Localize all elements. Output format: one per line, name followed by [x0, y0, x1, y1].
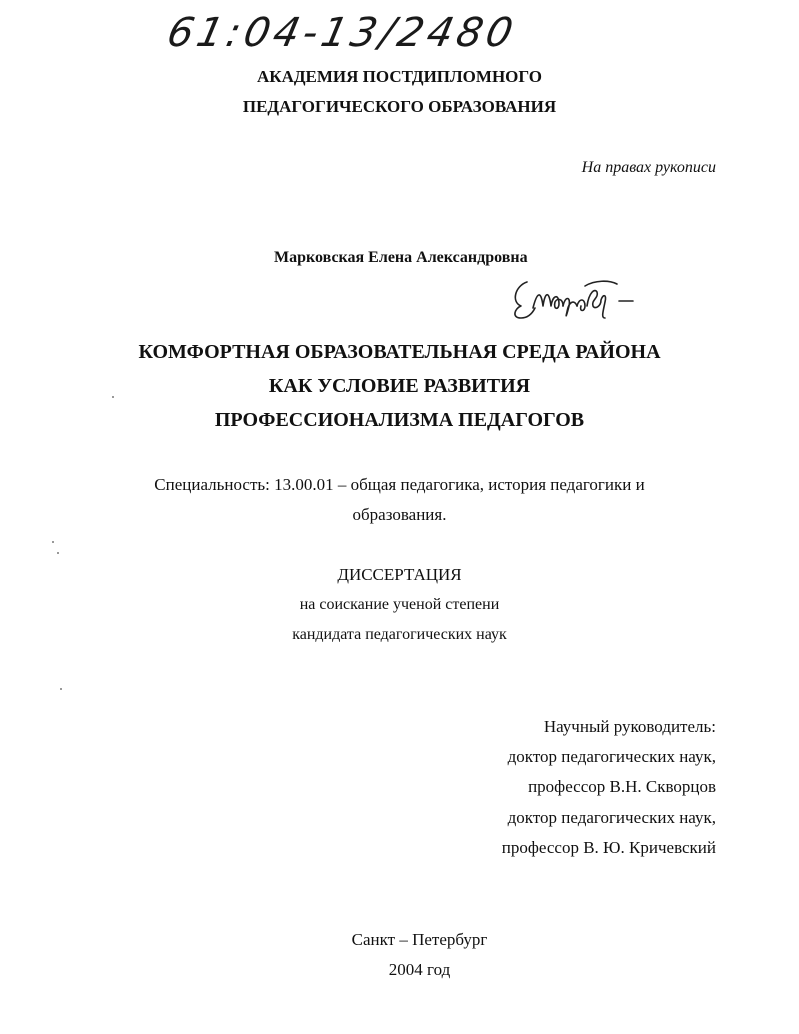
supervisor-heading: Научный руководитель:	[543, 717, 716, 736]
supervisor-line-1: доктор педагогических наук,	[507, 747, 716, 766]
manuscript-note: На правах рукописи	[581, 159, 716, 176]
institution-line-2: ПЕДАГОГИЧЕСКОГО ОБРАЗОВАНИЯ	[242, 97, 557, 116]
dissertation-line-1: на соискание ученой степени	[299, 596, 500, 613]
supervisor-line-2: профессор В.Н. Скворцов	[528, 777, 716, 796]
thesis-title-line-1: КОМФОРТНАЯ ОБРАЗОВАТЕЛЬНАЯ СРЕДА РАЙОНА	[138, 341, 661, 363]
dissertation-heading: ДИССЕРТАЦИЯ	[337, 565, 462, 584]
scan-speck	[57, 552, 59, 554]
author-signature	[505, 272, 640, 327]
signature-text: Емарков	[505, 272, 509, 273]
supervisor-line-3: доктор педагогических наук,	[507, 808, 716, 827]
archive-number: 61:04-13/2480	[163, 10, 521, 56]
thesis-title-line-2: КАК УСЛОВИЕ РАЗВИТИЯ	[268, 375, 531, 397]
supervisor-line-4: профессор В. Ю. Кричевский	[501, 838, 716, 857]
city: Санкт – Петербург	[351, 930, 488, 949]
specialty-line-2: образования.	[352, 505, 447, 524]
dissertation-line-2: кандидата педагогических наук	[292, 626, 507, 643]
author-name: Марковская Елена Александровна	[274, 249, 528, 266]
institution-line-1: АКАДЕМИЯ ПОСТДИПЛОМНОГО	[256, 67, 543, 86]
specialty-line-1: Специальность: 13.00.01 – общая педагогика, история педагогики и	[154, 475, 645, 494]
scan-speck	[60, 688, 62, 690]
scan-speck	[52, 541, 54, 543]
thesis-title-line-3: ПРОФЕССИОНАЛИЗМА ПЕДАГОГОВ	[214, 409, 585, 431]
scan-speck	[112, 396, 114, 398]
year: 2004 год	[388, 960, 451, 979]
